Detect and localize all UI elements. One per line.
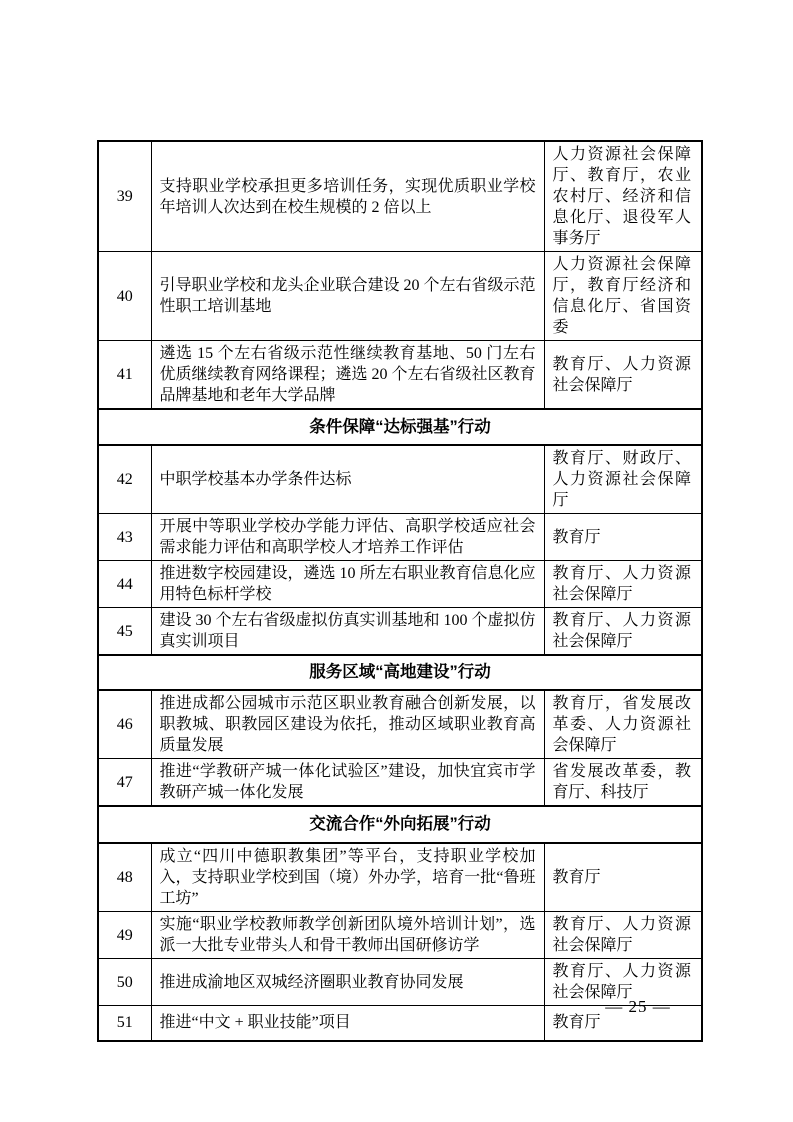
table-row [98, 514, 702, 561]
task-description-cell: 推进“学教研产城一体化试验区”建设，加快宜宾市学教研产城一体化发展 [151, 759, 544, 807]
task-description-cell: 建设 30 个左右省级虚拟仿真实训基地和 100 个虚拟仿真实训项目 [151, 608, 544, 656]
responsible-department-cell: 人力资源社会保障厅、教育厅，农业农村厅、经济和信息化厅、退役军人事务厅 [544, 141, 702, 252]
row-number-cell: 42 [98, 445, 151, 514]
task-description-cell: 引导职业学校和龙头企业联合建设 20 个左右省级示范性职工培训基地 [151, 252, 544, 341]
row-number-cell: 40 [98, 252, 151, 341]
table-row [98, 341, 702, 410]
row-number-cell: 41 [98, 341, 151, 410]
task-description-cell: 实施“职业学校教师教学创新团队境外培训计划”，选派一大批专业带头人和骨干教师出国研修访学 [151, 912, 544, 959]
responsible-department-cell: 教育厅、人力资源社会保障厅 [544, 561, 702, 608]
task-description-cell: 推进“中文 + 职业技能”项目 [151, 1006, 544, 1041]
row-number-cell: 48 [98, 843, 151, 912]
section-title: 条件保障“达标强基”行动 [98, 409, 702, 445]
responsible-department-cell: 省发展改革委，教育厅、科技厅 [544, 759, 702, 807]
task-description-cell: 开展中等职业学校办学能力评估、高职学校适应社会需求能力评估和高职学校人才培养工作评估 [151, 514, 544, 561]
responsible-department-cell: 教育厅、人力资源社会保障厅 [544, 341, 702, 410]
table-row [98, 690, 702, 759]
task-description-cell: 推进数字校园建设，遴选 10 所左右职业教育信息化应用特色标杆学校 [151, 561, 544, 608]
task-description-cell: 成立“四川中德职教集团”等平台，支持职业学校加入，支持职业学校到国（境）外办学，培育一批“鲁班工坊” [151, 843, 544, 912]
responsible-department-cell: 教育厅 [544, 1006, 702, 1041]
row-number-cell: 49 [98, 912, 151, 959]
row-number-cell: 50 [98, 959, 151, 1006]
row-number-cell: 46 [98, 690, 151, 759]
action-items-table-body [98, 141, 702, 1041]
responsible-department-cell: 教育厅，省发展改革委、人力资源社会保障厅 [544, 690, 702, 759]
row-number-cell: 47 [98, 759, 151, 807]
action-items-table [97, 140, 703, 1042]
task-description-cell: 支持职业学校承担更多培训任务，实现优质职业学校年培训人次达到在校生规模的 2 倍以上 [151, 141, 544, 252]
row-number-cell: 51 [98, 1006, 151, 1041]
task-description-cell: 遴选 15 个左右省级示范性继续教育基地、50 门左右优质继续教育网络课程；遴选 20 个左右省级社区教育品牌基地和老年大学品牌 [151, 341, 544, 410]
section-title: 服务区域“高地建设”行动 [98, 655, 702, 690]
section-header-row [98, 655, 702, 690]
table-row [98, 141, 702, 252]
responsible-department-cell: 教育厅、人力资源社会保障厅 [544, 608, 702, 656]
section-title: 交流合作“外向拓展”行动 [98, 806, 702, 843]
task-description-cell: 推进成都公园城市示范区职业教育融合创新发展，以职教城、职教园区建设为依托，推动区域职业教育高质量发展 [151, 690, 544, 759]
table-row [98, 252, 702, 341]
page-number: — 25 — [605, 997, 671, 1016]
responsible-department-cell: 人力资源社会保障厅，教育厅经济和信息化厅、省国资委 [544, 252, 702, 341]
responsible-department-cell: 教育厅、人力资源社会保障厅 [544, 959, 702, 1006]
table-row [98, 445, 702, 514]
task-description-cell: 推进成渝地区双城经济圈职业教育协同发展 [151, 959, 544, 1006]
table-row [98, 561, 702, 608]
row-number-cell: 43 [98, 514, 151, 561]
responsible-department-cell: 教育厅 [544, 514, 702, 561]
responsible-department-cell: 教育厅、人力资源社会保障厅 [544, 912, 702, 959]
section-header-row [98, 806, 702, 843]
task-description-cell: 中职学校基本办学条件达标 [151, 445, 544, 514]
table-row [98, 759, 702, 807]
table-row [98, 608, 702, 656]
row-number-cell: 45 [98, 608, 151, 656]
row-number-cell: 39 [98, 141, 151, 252]
responsible-department-cell: 教育厅 [544, 843, 702, 912]
responsible-department-cell: 教育厅、财政厅、人力资源社会保障厅 [544, 445, 702, 514]
section-header-row [98, 409, 702, 445]
row-number-cell: 44 [98, 561, 151, 608]
table-row [98, 843, 702, 912]
table-row [98, 912, 702, 959]
